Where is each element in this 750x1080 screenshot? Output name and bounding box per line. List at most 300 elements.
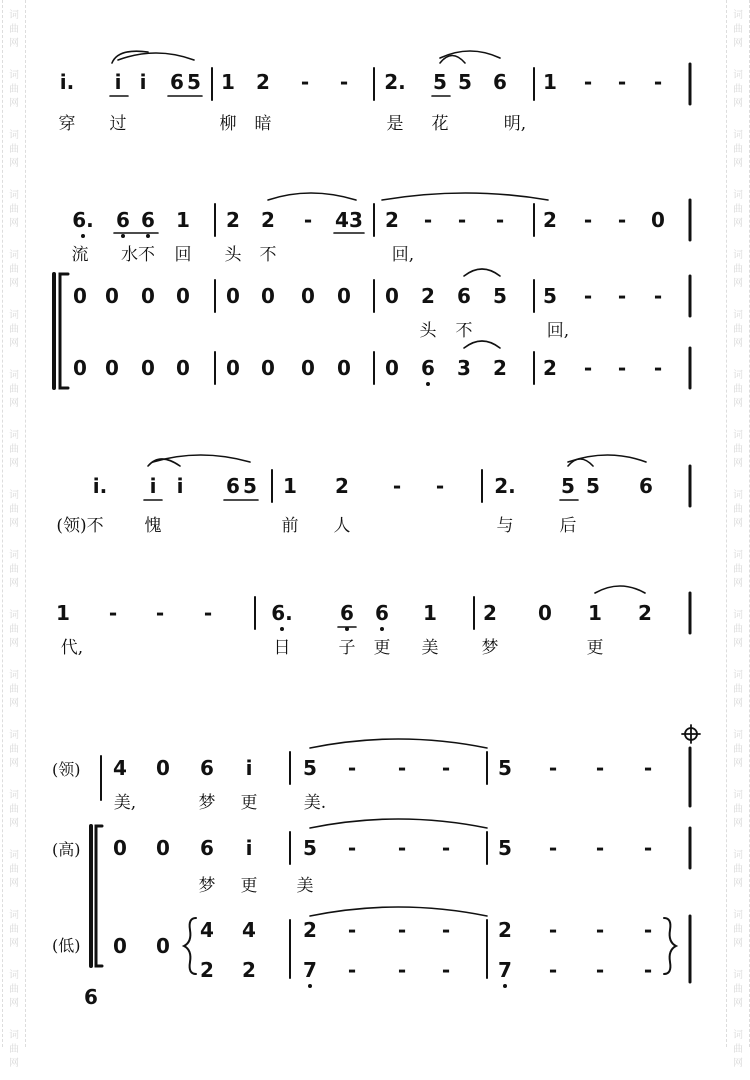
watermark-char: 词 — [733, 970, 743, 981]
note: - — [423, 208, 433, 232]
watermark-char: 网 — [733, 218, 743, 229]
note: - — [347, 836, 357, 860]
watermark-char: 词 — [733, 850, 743, 861]
note: - — [347, 756, 357, 780]
octave-dot — [81, 234, 85, 238]
note: 2 — [335, 474, 349, 498]
watermark-char: 曲 — [9, 264, 19, 275]
watermark-char: 曲 — [733, 564, 743, 575]
note: 4 — [113, 756, 127, 780]
lyric: 人 — [333, 516, 351, 536]
watermark-char: 网 — [733, 818, 743, 829]
lyric: 梦 — [198, 876, 216, 896]
note: - — [595, 756, 605, 780]
lyric: 明, — [503, 114, 527, 134]
watermark-char: 曲 — [733, 324, 743, 335]
note: 6 — [421, 356, 435, 380]
lyric: 梦 — [198, 793, 216, 813]
note: 6 — [457, 284, 471, 308]
slur — [310, 739, 487, 748]
staff-bracket — [96, 826, 102, 966]
note: - — [203, 601, 213, 625]
lyric: 回, — [391, 245, 415, 265]
watermark-char: 网 — [9, 218, 19, 229]
lyric: 美. — [303, 793, 327, 813]
watermark-char: 网 — [9, 158, 19, 169]
watermark-char: 网 — [9, 638, 19, 649]
note: 0 — [73, 356, 87, 380]
slur — [153, 455, 250, 462]
watermark-char: 网 — [9, 98, 19, 109]
note: 2. — [384, 70, 406, 94]
note: 1 — [588, 601, 602, 625]
note: 2 — [543, 208, 557, 232]
watermark-char: 曲 — [733, 504, 743, 515]
watermark-char: 曲 — [9, 804, 19, 815]
watermark-char: 网 — [9, 878, 19, 889]
watermark-char: 词 — [9, 670, 19, 681]
note: 6 — [200, 836, 214, 860]
watermark-char: 网 — [9, 938, 19, 949]
note: 6 — [200, 756, 214, 780]
lyric: 流 — [71, 245, 89, 265]
note: 0 — [105, 356, 119, 380]
lyric: 子 — [338, 638, 356, 658]
note: 0 — [337, 284, 351, 308]
lyric: (领)不 — [56, 516, 104, 536]
watermark-char: 网 — [9, 398, 19, 409]
watermark-char: 网 — [733, 578, 743, 589]
slur — [310, 907, 487, 916]
watermark-char: 曲 — [733, 444, 743, 455]
lyric: 暗 — [254, 114, 272, 134]
watermark-char: 词 — [733, 370, 743, 381]
note: 4 — [242, 918, 256, 942]
note: 3 — [457, 356, 471, 380]
note: 6 — [170, 70, 184, 94]
note: - — [435, 474, 445, 498]
watermark-char: 曲 — [733, 984, 743, 995]
watermark-char: 网 — [9, 998, 19, 1009]
watermark-char: 网 — [9, 1058, 19, 1069]
octave-dot — [121, 234, 125, 238]
watermark-char: 网 — [9, 758, 19, 769]
watermark-char: 词 — [9, 550, 19, 561]
watermark-char: 曲 — [9, 384, 19, 395]
watermark-char: 网 — [733, 338, 743, 349]
watermark-char: 网 — [733, 518, 743, 529]
note: 5 — [243, 474, 257, 498]
note: 0 — [141, 284, 155, 308]
watermark-char: 词 — [9, 610, 19, 621]
note: 6 — [340, 601, 354, 625]
watermark-char: 词 — [9, 730, 19, 741]
watermark-char: 词 — [9, 310, 19, 321]
watermark-char: 网 — [9, 458, 19, 469]
lyric: 是 — [386, 114, 404, 134]
note: - — [441, 918, 451, 942]
watermark-char: 曲 — [733, 1044, 743, 1055]
watermark-char: 曲 — [733, 384, 743, 395]
slur — [464, 269, 500, 276]
note: 6 — [116, 208, 130, 232]
watermark-char: 曲 — [9, 144, 19, 155]
watermark-char: 曲 — [733, 684, 743, 695]
lyric: 更 — [240, 876, 258, 896]
watermark-char: 网 — [733, 458, 743, 469]
note: 6 — [493, 70, 507, 94]
note: - — [548, 918, 558, 942]
note: 6. — [271, 601, 293, 625]
note: - — [617, 208, 627, 232]
note: 2. — [494, 474, 516, 498]
watermark-char: 网 — [9, 338, 19, 349]
watermark-char: 词 — [733, 70, 743, 81]
note: - — [397, 918, 407, 942]
watermark-char: 网 — [733, 878, 743, 889]
watermark-char: 词 — [9, 970, 19, 981]
octave-dot — [426, 382, 430, 386]
watermark-char: 词 — [9, 850, 19, 861]
note: 0 — [337, 356, 351, 380]
note: - — [653, 284, 663, 308]
note: 2 — [421, 284, 435, 308]
lyric: 水不 — [121, 245, 155, 265]
note: 1 — [423, 601, 437, 625]
note: 0 — [141, 356, 155, 380]
watermark-char: 网 — [733, 998, 743, 1009]
watermark-char: 网 — [733, 1058, 743, 1069]
note: - — [643, 958, 653, 982]
note: i — [114, 70, 122, 94]
note: 5 — [303, 756, 317, 780]
watermark-char: 曲 — [733, 144, 743, 155]
watermark-char: 词 — [9, 370, 19, 381]
note: 1 — [283, 474, 297, 498]
note: 2 — [543, 356, 557, 380]
slur — [268, 193, 356, 200]
note: 5 — [493, 284, 507, 308]
lyric: 梦 — [481, 638, 499, 658]
lyric: 美 — [421, 638, 439, 658]
watermark-char: 词 — [733, 730, 743, 741]
slur — [568, 455, 646, 462]
octave-dot — [308, 984, 312, 988]
brace — [664, 918, 676, 974]
watermark-char: 词 — [733, 250, 743, 261]
watermark-char: 曲 — [9, 684, 19, 695]
note: 5 — [187, 70, 201, 94]
note: - — [595, 958, 605, 982]
note: - — [617, 356, 627, 380]
lyric: 代, — [60, 638, 84, 658]
lyric: 更 — [240, 793, 258, 813]
note: 1 — [221, 70, 235, 94]
watermark-char: 词 — [9, 10, 19, 21]
lyric: 柳 — [219, 114, 237, 134]
watermark-char: 曲 — [733, 204, 743, 215]
note: 0 — [226, 284, 240, 308]
note: 7 — [498, 958, 512, 982]
note: 5 — [458, 70, 472, 94]
note: 2 — [483, 601, 497, 625]
note: 5 — [498, 756, 512, 780]
note: - — [441, 756, 451, 780]
watermark-char: 词 — [733, 130, 743, 141]
watermark-char: 曲 — [9, 984, 19, 995]
watermark-char: 曲 — [733, 924, 743, 935]
note: - — [441, 958, 451, 982]
lyric: 更 — [586, 638, 604, 658]
part-label-low: (低) — [52, 936, 81, 955]
note: 0 — [301, 356, 315, 380]
note: - — [595, 836, 605, 860]
watermark-char: 词 — [733, 310, 743, 321]
note: 2 — [256, 70, 270, 94]
watermark-char: 网 — [9, 818, 19, 829]
note: 2 — [498, 918, 512, 942]
watermark-char: 词 — [733, 550, 743, 561]
lyric: 后 — [559, 516, 577, 536]
lyric: 穿 — [58, 114, 76, 134]
note: 2 — [385, 208, 399, 232]
note: - — [548, 958, 558, 982]
watermark-char: 曲 — [9, 204, 19, 215]
watermark-char: 曲 — [733, 804, 743, 815]
note: - — [347, 958, 357, 982]
note: - — [303, 208, 313, 232]
slur — [464, 341, 500, 348]
lyric: 愧 — [144, 516, 162, 536]
note: 1 — [543, 70, 557, 94]
slur — [382, 193, 548, 200]
watermark-char: 曲 — [9, 84, 19, 95]
note: - — [300, 70, 310, 94]
note: 0 — [261, 356, 275, 380]
watermark-char: 网 — [733, 758, 743, 769]
lyric: 头 — [224, 245, 242, 265]
watermark-char: 曲 — [9, 324, 19, 335]
watermark-char: 词 — [733, 10, 743, 21]
note: - — [339, 70, 349, 94]
note: 4 — [335, 208, 349, 232]
watermark-char: 词 — [733, 430, 743, 441]
watermark-char: 曲 — [733, 24, 743, 35]
watermark-char: 词 — [9, 130, 19, 141]
note: 0 — [176, 284, 190, 308]
watermark-char: 曲 — [9, 1044, 19, 1055]
note: 7 — [303, 958, 317, 982]
note: - — [653, 356, 663, 380]
note: i — [149, 474, 157, 498]
note: - — [392, 474, 402, 498]
watermark-char: 词 — [9, 70, 19, 81]
note: i — [139, 70, 147, 94]
note: 5 — [498, 836, 512, 860]
slur — [440, 51, 500, 58]
note: i — [176, 474, 184, 498]
note: 2 — [493, 356, 507, 380]
note: - — [583, 208, 593, 232]
lyric: 花 — [431, 114, 449, 134]
note: 6 — [226, 474, 240, 498]
note: 5 — [561, 474, 575, 498]
note: - — [643, 836, 653, 860]
slur — [310, 819, 487, 828]
watermark-char: 网 — [9, 578, 19, 589]
note: 0 — [156, 836, 170, 860]
watermark-char: 曲 — [9, 624, 19, 635]
note: 0 — [113, 934, 127, 958]
lyric: 过 — [109, 114, 127, 134]
watermark-char: 词 — [733, 1030, 743, 1041]
lyric: 不 — [259, 245, 277, 265]
note: i — [245, 836, 253, 860]
watermark-char: 网 — [733, 98, 743, 109]
note: 2 — [200, 958, 214, 982]
note: - — [397, 958, 407, 982]
note: 2 — [638, 601, 652, 625]
octave-dot — [503, 984, 507, 988]
watermark-char: 曲 — [9, 444, 19, 455]
lyric: 头 — [419, 321, 437, 341]
watermark-char: 词 — [9, 490, 19, 501]
note: 0 — [156, 934, 170, 958]
watermark-char: 词 — [733, 490, 743, 501]
lyric: 回, — [546, 321, 570, 341]
note: 5 — [433, 70, 447, 94]
note: - — [583, 70, 593, 94]
note: - — [548, 836, 558, 860]
watermark-char: 曲 — [733, 84, 743, 95]
note: - — [155, 601, 165, 625]
note: 1 — [56, 601, 70, 625]
octave-dot — [146, 234, 150, 238]
note: - — [653, 70, 663, 94]
note: - — [441, 836, 451, 860]
note: 0 — [538, 601, 552, 625]
watermark-char: 网 — [733, 938, 743, 949]
note: - — [583, 284, 593, 308]
watermark-char: 网 — [9, 698, 19, 709]
note: 0 — [651, 208, 665, 232]
part-label-lead: (领) — [52, 760, 81, 779]
octave-dot — [345, 627, 349, 631]
watermark-char: 网 — [733, 158, 743, 169]
watermark-char: 曲 — [733, 864, 743, 875]
note: 2 — [226, 208, 240, 232]
note: 0 — [73, 284, 87, 308]
note: 3 — [349, 208, 363, 232]
watermark-char: 词 — [9, 250, 19, 261]
watermark-char: 曲 — [9, 864, 19, 875]
lyric: 日 — [273, 638, 291, 658]
note: - — [108, 601, 118, 625]
note: 2 — [303, 918, 317, 942]
watermark-char: 词 — [9, 910, 19, 921]
watermark-char: 网 — [9, 518, 19, 529]
watermark-char: 网 — [733, 38, 743, 49]
watermark-char: 网 — [733, 278, 743, 289]
note: 5 — [543, 284, 557, 308]
note: - — [495, 208, 505, 232]
watermark-char: 词 — [9, 190, 19, 201]
watermark-char: 曲 — [9, 24, 19, 35]
note: - — [595, 918, 605, 942]
note: 0 — [176, 356, 190, 380]
note: - — [397, 756, 407, 780]
note: 6 — [375, 601, 389, 625]
note: - — [347, 918, 357, 942]
note: 2 — [261, 208, 275, 232]
slur — [595, 586, 645, 593]
watermark-char: 网 — [733, 638, 743, 649]
watermark-char: 曲 — [733, 744, 743, 755]
note: 4 — [200, 918, 214, 942]
watermark-char: 词 — [733, 910, 743, 921]
note: - — [643, 918, 653, 942]
staff-bracket — [60, 274, 68, 388]
note: i. — [59, 70, 75, 94]
note: i. — [92, 474, 108, 498]
note: 0 — [261, 284, 275, 308]
note: 5 — [586, 474, 600, 498]
watermark-char: 词 — [733, 610, 743, 621]
watermark-char: 网 — [9, 278, 19, 289]
watermark-char: 曲 — [9, 504, 19, 515]
note: - — [548, 756, 558, 780]
note: 6 — [141, 208, 155, 232]
watermark-char: 词 — [9, 1030, 19, 1041]
watermark-char: 曲 — [733, 624, 743, 635]
note: 0 — [156, 756, 170, 780]
lyric: 美, — [113, 793, 137, 813]
note: 5 — [303, 836, 317, 860]
octave-dot — [380, 627, 384, 631]
note: - — [397, 836, 407, 860]
watermark-char: 网 — [733, 398, 743, 409]
note: 6. — [72, 208, 94, 232]
note: 1 — [176, 208, 190, 232]
lyric: 不 — [455, 321, 473, 341]
brace — [184, 918, 196, 974]
watermark-char: 词 — [733, 670, 743, 681]
watermark-char: 曲 — [733, 264, 743, 275]
watermark-char: 词 — [733, 790, 743, 801]
page-number: 6 — [84, 985, 98, 1009]
note: 0 — [105, 284, 119, 308]
note: 0 — [385, 356, 399, 380]
octave-dot — [280, 627, 284, 631]
note: - — [583, 356, 593, 380]
note: 2 — [242, 958, 256, 982]
note: - — [643, 756, 653, 780]
watermark-char: 曲 — [9, 744, 19, 755]
lyric: 更 — [373, 638, 391, 658]
watermark-char: 词 — [733, 190, 743, 201]
note: - — [457, 208, 467, 232]
note: - — [617, 284, 627, 308]
note: 0 — [385, 284, 399, 308]
lyric: 与 — [496, 516, 514, 536]
note: 6 — [639, 474, 653, 498]
note: 0 — [301, 284, 315, 308]
note: - — [617, 70, 627, 94]
slur — [118, 53, 194, 60]
part-label-high: (高) — [52, 840, 81, 859]
watermark-char: 网 — [733, 698, 743, 709]
lyric: 前 — [281, 516, 299, 536]
